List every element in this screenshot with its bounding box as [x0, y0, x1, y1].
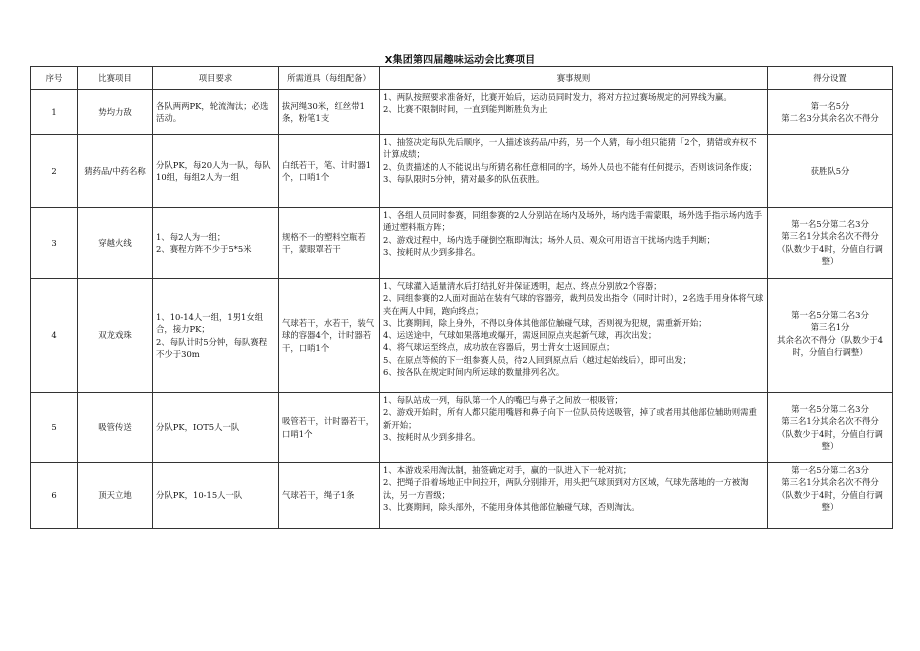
cell-props-line: 吸管若干，计时器若干，口哨1个: [282, 416, 375, 439]
cell-requirements-line: 2、赛程方阵不少于5*5米: [156, 244, 252, 254]
cell-props: [279, 393, 380, 463]
cell-score-line: 第一名5分第二名3分: [791, 404, 869, 414]
cell-event-name: 势均力敌: [78, 90, 153, 135]
cell-score-line: （队数少于4时，分值自行调整）: [777, 489, 883, 512]
cell-score-line: 第三名1分其余名次不得分: [781, 416, 879, 427]
cell-rules: [380, 279, 768, 393]
cell-props: [279, 135, 380, 208]
cell-props: [279, 279, 380, 393]
header-requirements: 项目要求: [153, 67, 279, 90]
cell-rules-line: 2、负责描述的人不能说出与所猜名称任意相同的字，场外人员也不能有任何提示，否则该词条作废；: [383, 161, 757, 172]
table-row: [31, 279, 893, 393]
cell-requirements-line: 2、每队计时5分钟，每队赛程不少于30m: [156, 336, 268, 359]
cell-score: [768, 393, 893, 463]
cell-rules-line: 1、本游戏采用淘汰制，抽签确定对手，赢的一队进入下一轮对抗；: [383, 465, 632, 475]
cell-requirements-line: 分队PK，10-15人一队: [156, 490, 243, 501]
cell-rules: [380, 463, 768, 529]
cell-props: [279, 90, 380, 135]
header-event-name: 比赛项目: [78, 67, 153, 90]
document-title: X集团第四届趣味运动会比赛项目: [384, 55, 536, 66]
cell-rules-line: 2、游戏过程中，场内选手碰倒空瓶即淘汰；场外人员、观众可用语言干扰场内选手判断；: [383, 234, 715, 245]
cell-score: [768, 463, 893, 529]
cell-requirements-line: 1、10-14人一组，1男1女组合，接力PK；: [156, 311, 264, 335]
cell-no: 1: [31, 90, 78, 135]
cell-requirements: [153, 393, 279, 463]
header-score: 得分设置: [768, 67, 893, 90]
cell-props-line: 白纸若干，笔、计时器1个，口哨1个: [282, 159, 372, 182]
cell-rules: [380, 208, 768, 279]
cell-event-name: 顶天立地: [78, 463, 153, 529]
cell-rules-line: 1、每队站成一列，每队第一个人的嘴巴与鼻子之间放一根吸管；: [383, 395, 623, 405]
cell-score-line: 获胜队5分: [810, 165, 850, 176]
cell-score-line: 第三名1分其余名次不得分: [781, 231, 879, 242]
cell-requirements-line: 分队PK，IOT5人一队: [156, 422, 240, 433]
cell-score-line: 第一名5分: [810, 100, 850, 111]
cell-requirements: [153, 463, 279, 529]
cell-score: [768, 90, 893, 135]
cell-rules-line: 6、按各队在规定时间内所运球的数量排列名次。: [383, 367, 565, 378]
cell-rules-line: 2、同组参赛的2人面对面站在装有气球的容器旁，裁判员发出指令（同时计时），2名选手用身体将气球夹在两人中间，跑向终点；: [383, 293, 764, 316]
cell-score-line: 第一名5分第二名3分: [791, 465, 869, 475]
cell-requirements: [153, 90, 279, 135]
cell-props-line: 规格不一的塑料空瓶若干，蒙眼罩若干: [282, 231, 366, 254]
cell-rules-line: 2、比赛不限制时间，一直到能判断胜负为止: [383, 104, 548, 115]
table-row: [31, 135, 893, 208]
table-header-row: [31, 67, 893, 90]
cell-no: 2: [31, 135, 78, 208]
cell-event-name: 猜药品/中药名称: [78, 135, 153, 208]
cell-rules-line: 2、游戏开始时，所有人都只能用嘴唇和鼻子向下一位队员传送吸管，掉了或者用其他部位辅助则需重新开始；: [383, 407, 757, 430]
cell-props: [279, 208, 380, 279]
table-row: [31, 90, 893, 135]
cell-score: [768, 279, 893, 393]
cell-rules-line: 3、按耗时从少到多排名。: [383, 246, 481, 257]
cell-props-line: 拔河绳30米，红丝带1条，粉笔1支: [282, 100, 365, 123]
cell-rules-line: 3、比赛期间，除头部外，不能用身体其他部位触碰气球，否则淘汰。: [383, 501, 640, 512]
cell-score: [768, 135, 893, 208]
cell-rules-line: 1、两队按照要求准备好，比赛开始后，运动员同时发力，将对方拉过赛场规定的河界线为赢。: [383, 92, 732, 102]
cell-rules-line: 4、运送途中，气球如果落地或爆开，需返回原点夹起新气球，再次出发；: [383, 330, 657, 341]
cell-rules-line: 1、抽签决定每队先后顺序，一人描述该药品/中药，另一个人猜，每小组只能猜「2个，猜错或弃权不计算成绩；: [383, 137, 757, 160]
cell-score-line: 第二名3分其余名次不得分: [781, 113, 879, 123]
cell-score-line: 第一名5分第二名3分: [791, 310, 869, 320]
events-table: [30, 66, 893, 529]
table-row: [31, 393, 893, 463]
cell-props-line: 气球若干，绳子1条: [282, 490, 355, 501]
table-row: [31, 463, 893, 529]
cell-rules-line: 5、在原点等候的下一组参赛人员，待2人回到原点后（越过起始线后），即可出发；: [383, 354, 691, 365]
cell-rules: [380, 393, 768, 463]
cell-score-line: （队数少于4时，分值自行调整）: [777, 428, 883, 451]
header-props: 所需道具（每组配备）: [279, 67, 380, 90]
cell-rules-line: 3、按耗时从少到多排名。: [383, 431, 481, 442]
table-row: [31, 208, 893, 279]
header-rules: 赛事规则: [380, 67, 768, 90]
cell-no: 6: [31, 463, 78, 529]
cell-props: [279, 463, 380, 529]
cell-no: 4: [31, 279, 78, 393]
cell-no: 3: [31, 208, 78, 279]
cell-score-line: 第三名1分其余名次不得分: [781, 477, 879, 488]
cell-rules-line: 3、比赛期间，除上身外，不得以身体其他部位触碰气球，否则视为犯规，需重新开始；: [383, 317, 707, 328]
cell-event-name: 吸管传送: [78, 393, 153, 463]
cell-rules-line: 4、将气球运至终点，成功放在容器后，男士背女士返回原点；: [383, 342, 615, 353]
cell-rules: [380, 135, 768, 208]
cell-requirements-line: 1、每2人为一组；: [156, 231, 226, 242]
cell-no: 5: [31, 393, 78, 463]
cell-requirements: [153, 135, 279, 208]
cell-rules: [380, 90, 768, 135]
cell-score-line: 其余名次不得分（队数少于4时，分值自行调整）: [777, 334, 883, 357]
cell-requirements: [153, 279, 279, 393]
cell-rules-line: 2、把绳子沿着场地正中间拉开，两队分别排开，用头把气球顶到对方区域，气球先落地的一方被淘汰，另一方晋级；: [383, 477, 749, 500]
cell-event-name: 双龙戏珠: [78, 279, 153, 393]
cell-props-line: 气球若干，水若干，装气球的容器4个，计时器若干，口哨1个: [282, 318, 375, 353]
cell-score-line: 第一名5分第二名3分: [791, 219, 869, 229]
cell-rules-line: 3、每队限时5分钟，猜对最多的队伍获胜。: [383, 173, 545, 184]
cell-rules-line: 1、各组人员同时参赛，同组参赛的2人分别站在场内及场外，场内选手需蒙眼，场外选手指示场内选手通过塑料瓶方阵；: [383, 210, 763, 233]
cell-requirements-line: 各队两两PK，轮流淘汰；必选活动。: [156, 100, 269, 123]
cell-score: [768, 208, 893, 279]
cell-requirements-line: 分队PK，每20人为一队，每队10组，每组2人为一组: [156, 159, 271, 182]
cell-score-line: 第三名1分: [810, 322, 850, 333]
cell-event-name: 穿越火线: [78, 208, 153, 279]
cell-rules-line: 1、气球灌入适量清水后打结扎好并保证透明，起点、终点分别放2个容器；: [383, 281, 662, 291]
header-no: 序号: [31, 67, 78, 90]
cell-requirements: [153, 208, 279, 279]
cell-score-line: （队数少于4时，分值自行调整）: [777, 243, 883, 266]
